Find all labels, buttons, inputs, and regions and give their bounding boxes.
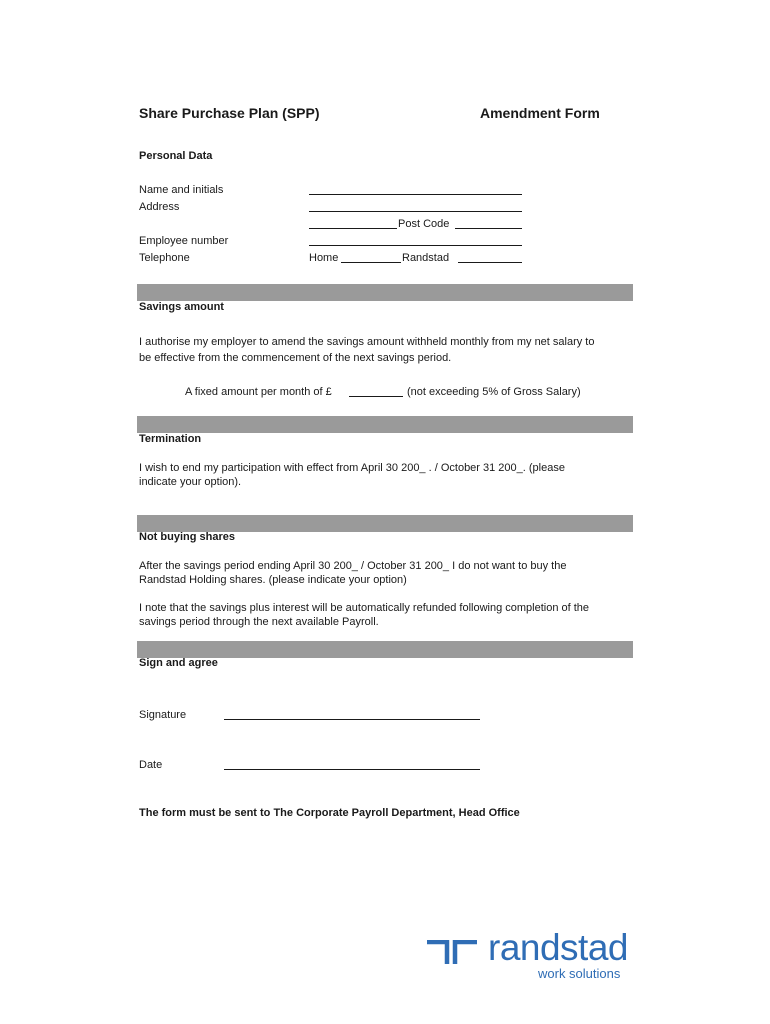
name-field[interactable] <box>309 194 522 195</box>
plan-title: Share Purchase Plan (SPP) <box>139 105 320 121</box>
fixed-amount-field[interactable] <box>349 396 403 397</box>
employee-number-label: Employee number <box>139 235 229 247</box>
savings-text-line1: I authorise my employer to amend the savings amount withheld monthly from my net salary to <box>139 336 595 348</box>
fixed-amount-suffix: (not exceeding 5% of Gross Salary) <box>407 386 581 398</box>
form-title: Amendment Form <box>480 105 600 121</box>
fixed-amount-prefix: A fixed amount per month of £ <box>185 386 332 398</box>
savings-heading: Savings amount <box>139 301 224 313</box>
signature-field[interactable] <box>224 719 480 720</box>
section-divider-sign <box>137 641 633 658</box>
savings-text-line2: be effective from the commencement of the next savings period. <box>139 352 452 364</box>
termination-text-line2: indicate your option). <box>139 476 242 488</box>
employee-number-field[interactable] <box>309 245 522 246</box>
home-label: Home <box>309 252 339 264</box>
randstad-label: Randstad <box>402 252 450 264</box>
termination-heading: Termination <box>139 433 202 445</box>
not-buying-p2-line2: savings period through the next available Payroll. <box>139 616 379 628</box>
not-buying-p1-line2: Randstad Holding shares. (please indicate your option) <box>139 574 407 586</box>
telephone-label: Telephone <box>139 252 190 264</box>
footer-note: The form must be sent to The Corporate Payroll Department, Head Office <box>139 807 520 819</box>
section-divider-savings <box>137 284 633 301</box>
termination-text-line1: I wish to end my participation with effect from April 30 200_ . / October 31 200_. (please <box>139 462 565 474</box>
not-buying-heading: Not buying shares <box>139 531 235 543</box>
name-label: Name and initials <box>139 184 224 196</box>
not-buying-p2-line1: I note that the savings plus interest will be automatically refunded following completion of the <box>139 602 590 614</box>
date-field[interactable] <box>224 769 480 770</box>
personal-data-heading: Personal Data <box>139 150 213 162</box>
randstad-phone-field[interactable] <box>458 262 522 263</box>
logo-subtitle: work solutions <box>538 966 621 981</box>
logo-wordmark: randstad <box>488 927 628 968</box>
postcode-field[interactable] <box>455 228 522 229</box>
section-divider-not-buying <box>137 515 633 532</box>
section-divider-termination <box>137 416 633 433</box>
address-label: Address <box>139 201 180 213</box>
signature-label: Signature <box>139 709 187 721</box>
address-field[interactable] <box>309 211 522 212</box>
sign-heading: Sign and agree <box>139 657 218 669</box>
home-phone-field[interactable] <box>341 262 401 263</box>
randstad-logo-mark-icon <box>425 940 485 966</box>
address-line2-field[interactable] <box>309 228 397 229</box>
date-label: Date <box>139 759 163 771</box>
not-buying-p1-line1: After the savings period ending April 30 200_ / October 31 200_ I do not want to buy the <box>139 560 567 572</box>
postcode-label: Post Code <box>398 218 450 230</box>
